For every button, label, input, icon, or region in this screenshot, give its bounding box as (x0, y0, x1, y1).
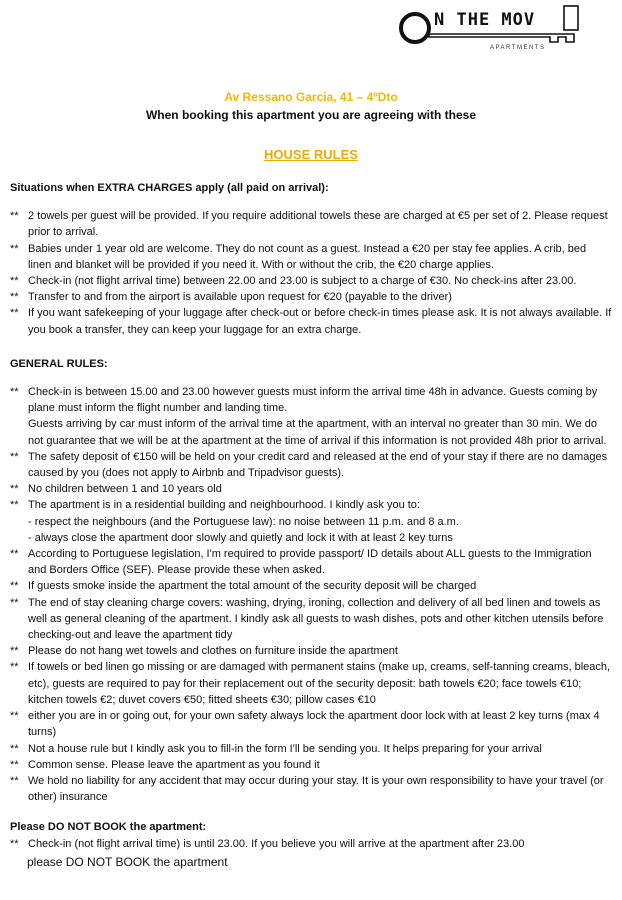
do-not-book-heading: Please DO NOT BOOK the apartment: (10, 821, 207, 834)
list-item: ** The safety deposit of €150 will be held on your credit card and released at the end of your stay if there are no damages caused by you (does not apply to Airbnb and Tripadvisor guests). (10, 449, 612, 481)
checkin-rule-car-text: Guests arriving by car must inform of the arrival time at the apartment, with an interval no greater than 30 min. We do not guarantee that we will be at the apartment at the time of arrival if this information is not provided 48h prior to arrival. (28, 418, 607, 447)
list-item (10, 384, 612, 449)
extra-charges-heading: Situations when EXTRA CHARGES apply (all paid on arrival): (10, 182, 329, 194)
logo-text: N THE MOV (434, 10, 536, 30)
list-item: ** Please do not hang wet towels and clothes on furniture inside the apartment (10, 643, 612, 659)
list-item: ** either you are in or going out, for your own safety always lock the apartment door lock with at least 2 key turns (max 4 turns) (10, 708, 612, 740)
general-rules-list (10, 384, 612, 805)
apartment-address: Av Ressano Garcia, 41 – 4ºDto (224, 90, 398, 104)
list-item: ** 2 towels per guest will be provided. If you require additional towels these are charged at €5 per set of 2. Please request prior to arrival. (10, 208, 612, 240)
general-rules-heading: GENERAL RULES: (10, 357, 108, 370)
page-title: HOUSE RULES (264, 147, 358, 162)
extra-charges-list (10, 208, 612, 338)
general-rules-section (10, 356, 612, 805)
residential-rule-text: ** The apartment is in a residential building and neighbourhood. I kindly ask you to: (28, 499, 420, 512)
list-item: ** The end of stay cleaning charge covers: washing, drying, ironing, collection and delivery of all bed linen and towels as well as general cleaning of the apartment. I kindly ask all guests to wash dishes, pots and other kitchen utensils before checking-out and leave the apartment tidy (10, 595, 612, 644)
intro-line: When booking this apartment you are agreeing with these (145, 108, 477, 122)
list-item: ** No children between 1 and 10 years old (10, 481, 612, 497)
do-not-book-section (10, 819, 612, 870)
list-item: ** Check-in (not flight arrival time) is until 23.00. If you believe you will arrive at the apartment after 23.00 (10, 836, 612, 852)
list-item (10, 497, 612, 546)
logo-subtitle: APARTMENTS (490, 45, 546, 51)
checkin-rule-text: ** Check-in is between 15.00 and 23.00 however guests must inform the arrival time 48h in advance. Guests coming by plane must inform the flight number and landing time. (28, 386, 598, 415)
list-item: ** If towels or bed linen go missing or are damaged with permanent stains (make up, creams, self-tanning creams, bleach, etc), guests are required to pay for their replacement out of the security deposit: bath towels €20; face towels €10; kitchen towels €2; duvet covers €50; fitted sheets €30; pillow cases €10 (10, 659, 612, 708)
list-item: ** Check-in (not flight arrival time) between 22.00 and 23.00 is subject to a charge of €30. No check-ins after 23.00. (10, 273, 612, 289)
extra-charges-section (10, 180, 612, 338)
list-item: ** Babies under 1 year old are welcome. They do not count as a guest. Instead a €20 per stay fee applies. A crib, bed linen and blanket will be provided if you need it. With or without the crib, the €20 charge applies. (10, 241, 612, 273)
list-item: ** If you want safekeeping of your luggage after check-out or before check-in times please ask. It is not always available. If you book a transfer, they can keep your luggage for an extra charge. (10, 305, 612, 337)
rules-content (10, 180, 612, 870)
list-item: ** Common sense. Please leave the apartment as you found it (10, 757, 612, 773)
do-not-book-list (10, 836, 612, 852)
do-not-book-final: please DO NOT BOOK the apartment (27, 854, 228, 869)
list-item: ** We hold no liability for any accident that may occur during your stay. It is your own responsibility to have your travel (or other) insurance (10, 773, 612, 805)
list-item: ** According to Portuguese legislation, I'm required to provide passport/ ID details about ALL guests to the Immigration and Borders Office (SEF). Please provide these when asked. (10, 546, 612, 578)
brand-logo (398, 4, 588, 62)
list-item: ** Transfer to and from the airport is available upon request for €20 (payable to the driver) (10, 289, 612, 305)
list-item: ** Not a house rule but I kindly ask you to fill-in the form I'll be sending you. It helps preparing for your arrival (10, 741, 612, 757)
residential-sub-item: - respect the neighbours (and the Portuguese law): no noise between 11 p.m. and 8 a.m. (28, 515, 459, 528)
list-item: ** If guests smoke inside the apartment the total amount of the security deposit will be charged (10, 578, 612, 594)
residential-sub-item: - always close the apartment door slowly and quietly and lock it with at least 2 key turns (28, 531, 453, 544)
